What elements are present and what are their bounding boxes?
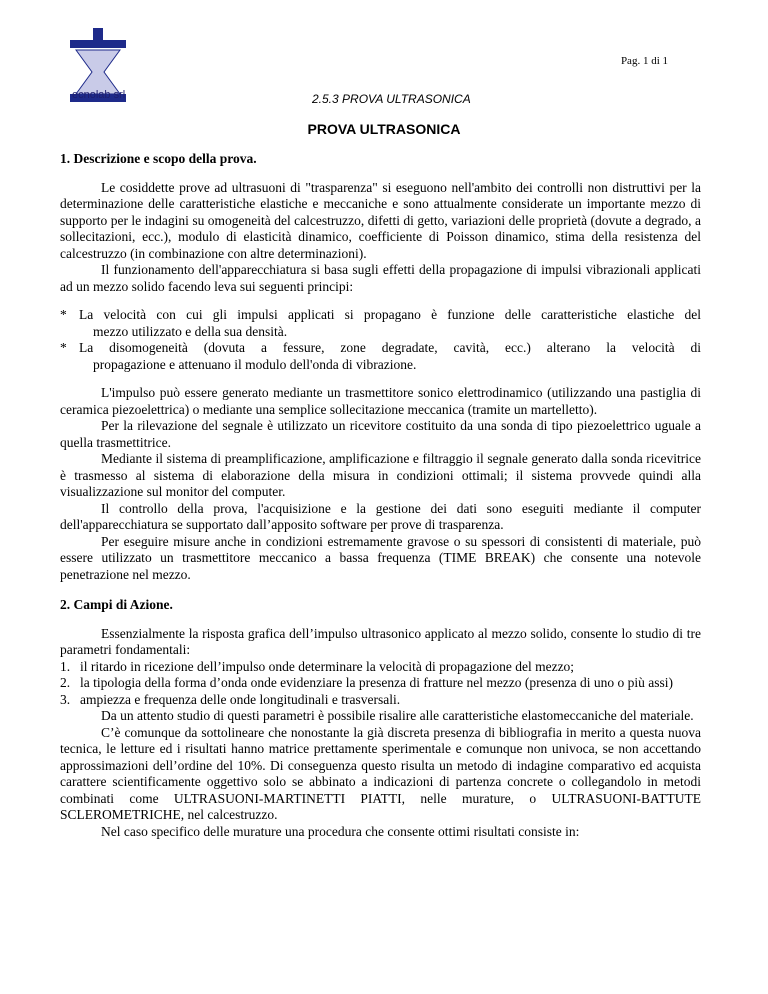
paragraph: Da un attento studio di questi parametri è possibile risalire alle caratteristiche elastomeccaniche del materiale. — [101, 708, 694, 723]
page-title: PROVA ULTRASONICA — [307, 121, 461, 137]
numbered-item — [60, 659, 701, 676]
paragraph: Il controllo della prova, l'acquisizione e la gestione dei dati sono eseguiti mediante il computer dell'apparecchiatura se supportato dall’apposito software per prove di trasparenza. — [60, 500, 701, 532]
paragraph: L'impulso può essere generato mediante un trasmettitore sonico elettrodinamico (utilizzando una pastiglia di ceramica piezoelettrica) o mediante una semplice sollecitazione meccanica (tramite un martelletto). — [60, 385, 701, 417]
numbered-item — [60, 675, 701, 692]
paragraph: Per eseguire misure anche in condizioni estremamente gravose o su spessori di consistenti di materiale, può essere utilizzato un trasmettitore meccanico a bassa frequenza (TIME BREAK) che consente una notevole penetrazione nel mezzo. — [60, 533, 701, 582]
paragraph: Per la rilevazione del segnale è utilizzato un ricevitore costituito da una sonda di tipo piezoelettrico uguale a quella trasmettitrice. — [60, 418, 701, 450]
bullet-text-cont: propagazione e attenuano il modulo dell'onda di vibrazione. — [93, 356, 417, 372]
page-number: Pag. 1 di 1 — [620, 55, 668, 67]
logo-text: ecnolab srl — [72, 89, 126, 101]
item-number: 2. — [60, 675, 71, 690]
bullet-mark: * — [60, 340, 67, 355]
item-number: 1. — [60, 658, 71, 674]
section-reference: 2.5.3 PROVA ULTRASONICA — [312, 92, 471, 106]
item-number: 3. — [60, 691, 71, 707]
bullet-text-cont: mezzo utilizzato e della sua densità. — [93, 323, 288, 339]
bullet-item — [60, 340, 701, 373]
bullet-text: La velocità con cui gli impulsi applicati si propagano è funzione delle caratteristiche elastiche del — [79, 307, 701, 322]
item-text: la tipologia della forma d’onda onde evidenziare la presenza di fratture nel mezzo (presenza di uno o più assi) — [80, 675, 674, 690]
bullet-item — [60, 307, 701, 340]
bullet-text: La disomogeneità (dovuta a fessure, zone degradate, cavità, ecc.) alterano la velocità di — [79, 340, 701, 355]
section-2-heading: 2. Campi di Azione. — [60, 597, 173, 612]
item-text: ampiezza e frequenza delle onde longitudinali e trasversali. — [80, 691, 401, 707]
paragraph: Mediante il sistema di preamplificazione, amplificazione e filtraggio il segnale generato dalla sonda ricevitrice è trasmesso al sistema di elaborazione della misura in condizioni ottimali; il sistema provvede quindi alla visualizzazione sul monitor del computer. — [60, 451, 701, 499]
document-body — [60, 151, 701, 840]
section-1-heading: 1. Descrizione e scopo della prova. — [60, 151, 257, 166]
paragraph: Essenzialmente la risposta grafica dell’impulso ultrasonico applicato al mezzo solido, consente lo studio di tre parametri fondamentali: — [60, 625, 701, 657]
paragraph: Il funzionamento dell'apparecchiatura si basa sugli effetti della propagazione di impulsi vibrazionali applicati ad un mezzo solido facendo leva sui seguenti principi: — [60, 262, 701, 294]
paragraph: C’è comunque da sottolineare che nonostante la già discreta presenza di bibliografia in merito a questa nuova tecnica, le letture ed i risultati hanno matrice prettamente sperimentale e comunque non univoca, se non accettando approssimazioni dell’ordine del 10%. Di conseguenza questo risulta un metodo di indagine comparativo ed acquista carattere scientificamente oggettivo solo se abbinato a indicazioni di partenza concrete o collegandolo in metodi combinati come ULTRASUONI-MARTINETTI PIATTI, nelle murature, o ULTRASUONI-BATTUTE SCLEROMETRICHE, nel calcestruzzo. — [60, 724, 701, 822]
paragraph: Nel caso specifico delle murature una procedura che consente ottimi risultati consiste in: — [101, 823, 580, 839]
numbered-item — [60, 692, 701, 709]
bullet-mark: * — [60, 307, 67, 322]
paragraph: Le cosiddette prove ad ultrasuoni di "trasparenza" si eseguono nell'ambito dei controlli non distruttivi per la determinazione delle caratteristiche elastiche e meccaniche e sono attualmente considerate un importante mezzo di supporto per le indagini su omogeneità del calcestruzzo, difetti di getto, variazioni delle proprietà (dovute a degrado, a sollecitazioni, ecc.), modulo di elasticità dinamico, coefficiente di Poisson dinamico, stima della resistenza del calcestruzzo (in combinazione con altre determinazioni). — [60, 179, 701, 261]
item-text: il ritardo in ricezione dell’impulso onde determinare la velocità di propagazione del mezzo; — [80, 658, 575, 674]
